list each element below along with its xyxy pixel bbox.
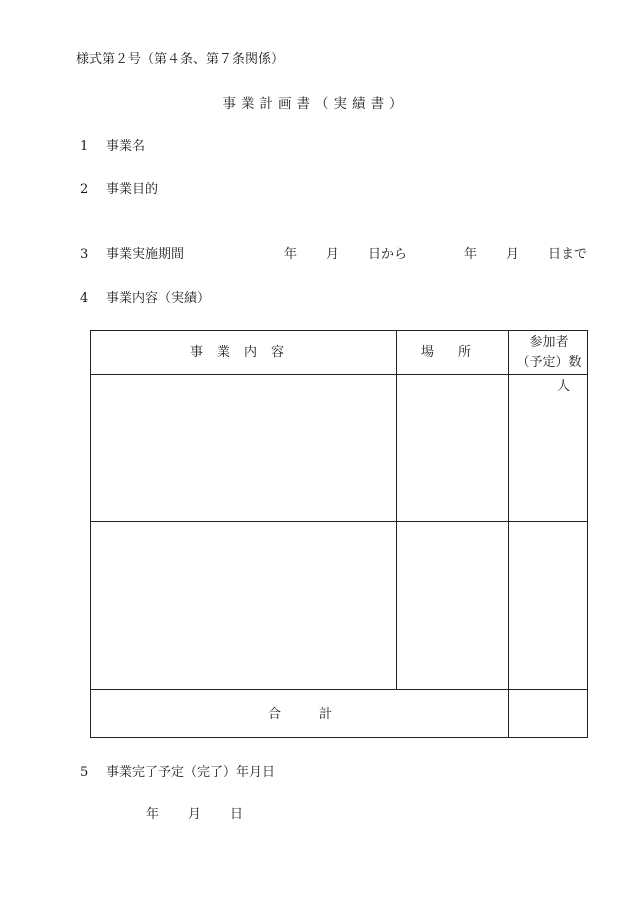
section-project-period — [80, 247, 184, 263]
period-start-month: 月 — [326, 247, 340, 262]
section-label: 事業内容（実績） — [106, 291, 211, 306]
section-number: 4 — [80, 291, 89, 306]
completion-month: 月 — [188, 807, 202, 822]
section-number: 3 — [80, 247, 89, 262]
header-participants: 参加者 — [529, 335, 569, 350]
table-divider — [396, 331, 397, 689]
completion-day: 日 — [230, 807, 244, 822]
period-end-month: 月 — [506, 247, 520, 262]
section-project-purpose — [80, 182, 158, 198]
section-label: 事業完了予定（完了）年月日 — [106, 765, 276, 780]
section-number: 1 — [80, 139, 89, 154]
table-divider — [91, 374, 587, 375]
section-label: 事業目的 — [106, 182, 159, 197]
section-number: 2 — [80, 182, 89, 197]
section-label: 事業名 — [106, 139, 146, 154]
header-place: 場所 — [420, 345, 495, 360]
table-divider — [91, 689, 587, 690]
completion-year: 年 — [146, 807, 160, 822]
section-project-name — [80, 139, 145, 155]
period-start-day: 日から — [368, 247, 408, 262]
header-participants-sub: （予定）数 — [516, 355, 582, 370]
section-number: 5 — [80, 765, 89, 780]
participants-unit: 人 — [557, 379, 571, 394]
table-divider — [91, 521, 587, 522]
section-project-content — [80, 291, 210, 307]
section-completion-date — [80, 765, 275, 781]
total-label: 合計 — [267, 707, 370, 722]
section-label: 事業実施期間 — [106, 247, 185, 262]
form-number: 様式第２号（第４条、第７条関係） — [76, 52, 285, 67]
content-table — [90, 330, 588, 738]
header-content: 事業内容 — [189, 345, 298, 360]
period-end-year: 年 — [464, 247, 478, 262]
period-end-day: 日まで — [548, 247, 588, 262]
period-start-year: 年 — [284, 247, 298, 262]
table-divider — [508, 331, 509, 737]
document-title: 事業計画書（実績書） — [222, 96, 408, 112]
